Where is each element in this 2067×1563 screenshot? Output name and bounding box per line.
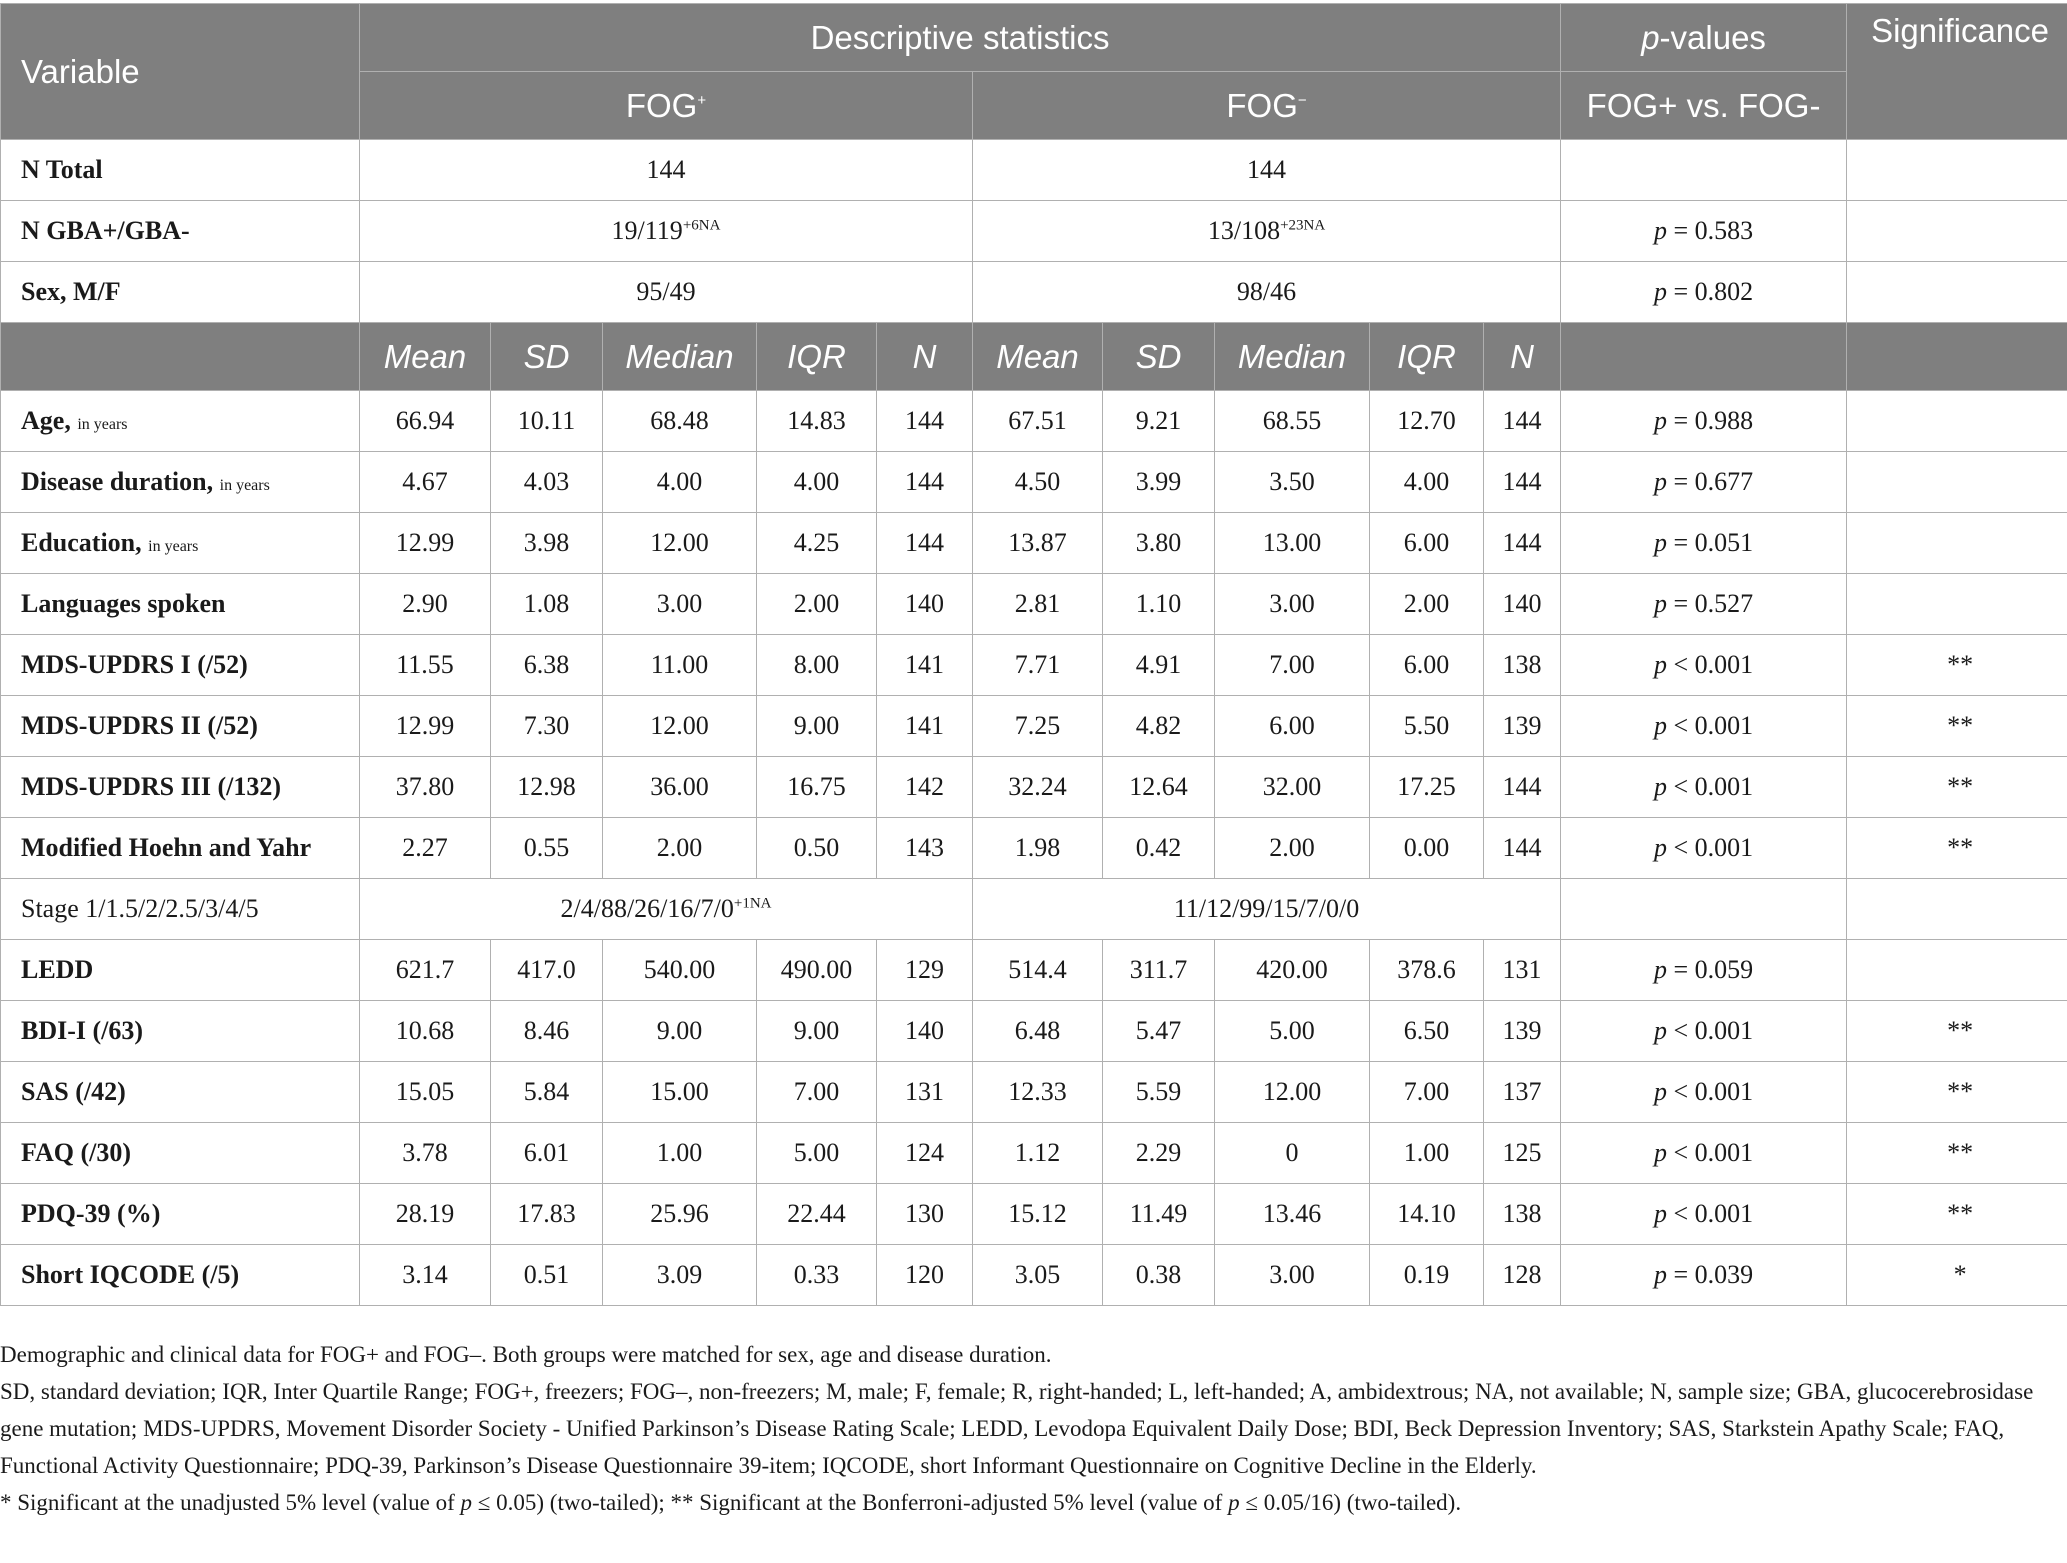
row-label: BDI-I (/63) xyxy=(1,1001,360,1062)
stat-cell: 13.46 xyxy=(1215,1184,1370,1245)
row-label: Age, in years xyxy=(1,391,360,452)
stat-cell: 4.91 xyxy=(1103,635,1215,696)
significance-cell xyxy=(1847,940,2067,1001)
header-fog-pos: FOG+ xyxy=(360,72,973,140)
stat-cell: 125 xyxy=(1484,1123,1561,1184)
stat-cell: 12.99 xyxy=(360,513,491,574)
row-label: N Total xyxy=(1,140,360,201)
stat-cell: 140 xyxy=(877,574,973,635)
row-label: Sex, M/F xyxy=(1,262,360,323)
results-table xyxy=(0,3,2067,1306)
stat-cell: 1.12 xyxy=(973,1123,1103,1184)
stat-cell: 14.10 xyxy=(1370,1184,1484,1245)
table-row xyxy=(1,818,2067,879)
row-label: Stage 1/1.5/2/2.5/3/4/5 xyxy=(1,879,360,940)
stat-cell: 140 xyxy=(1484,574,1561,635)
stat-cell: 4.00 xyxy=(757,452,877,513)
stat-cell: 5.50 xyxy=(1370,696,1484,757)
stat-cell: 36.00 xyxy=(603,757,757,818)
stat-cell: 2.27 xyxy=(360,818,491,879)
stat-cell: 3.00 xyxy=(1215,1245,1370,1306)
stat-cell: 2.00 xyxy=(1370,574,1484,635)
fog-pos-value: 95/49 xyxy=(360,262,973,323)
row-label: LEDD xyxy=(1,940,360,1001)
table-row xyxy=(1,757,2067,818)
stat-cell: 12.70 xyxy=(1370,391,1484,452)
stat-cell: 1.00 xyxy=(603,1123,757,1184)
subheader-cell: N xyxy=(877,323,973,391)
header-pvalues: p-values xyxy=(1561,4,1847,72)
p-value-cell xyxy=(1561,879,1847,940)
stat-cell: 12.00 xyxy=(603,696,757,757)
p-value-cell: p < 0.001 xyxy=(1561,818,1847,879)
stat-cell: 144 xyxy=(1484,757,1561,818)
stat-cell: 141 xyxy=(877,635,973,696)
p-value-cell: p < 0.001 xyxy=(1561,1001,1847,1062)
stat-cell: 12.00 xyxy=(1215,1062,1370,1123)
stat-cell: 144 xyxy=(877,452,973,513)
stat-cell: 3.50 xyxy=(1215,452,1370,513)
subheader-cell: Mean xyxy=(360,323,491,391)
stat-cell: 37.80 xyxy=(360,757,491,818)
stat-cell: 67.51 xyxy=(973,391,1103,452)
table-row xyxy=(1,1245,2067,1306)
stat-cell: 32.00 xyxy=(1215,757,1370,818)
stat-cell: 6.50 xyxy=(1370,1001,1484,1062)
stat-cell: 13.87 xyxy=(973,513,1103,574)
significance-cell xyxy=(1847,513,2067,574)
subheader-cell: Median xyxy=(603,323,757,391)
stat-cell: 138 xyxy=(1484,1184,1561,1245)
stat-cell: 17.83 xyxy=(491,1184,603,1245)
stat-cell: 5.84 xyxy=(491,1062,603,1123)
subheader-empty xyxy=(1561,323,1847,391)
stat-cell: 3.99 xyxy=(1103,452,1215,513)
table-row xyxy=(1,513,2067,574)
significance-cell: ** xyxy=(1847,757,2067,818)
p-value-cell: p < 0.001 xyxy=(1561,635,1847,696)
header-comparison: FOG+ vs. FOG- xyxy=(1561,72,1847,140)
subheader-empty xyxy=(1,323,360,391)
table-notes xyxy=(0,1336,2060,1521)
stat-cell: 3.78 xyxy=(360,1123,491,1184)
row-label: SAS (/42) xyxy=(1,1062,360,1123)
fog-pos-stage: $2/4/88/26/16/7/0^{+1NA}$ xyxy=(360,879,973,940)
stat-cell: 7.71 xyxy=(973,635,1103,696)
subheader-cell: IQR xyxy=(1370,323,1484,391)
p-value-cell: p = 0.527 xyxy=(1561,574,1847,635)
stat-cell: 8.46 xyxy=(491,1001,603,1062)
stat-cell: 120 xyxy=(877,1245,973,1306)
stats-subheader xyxy=(1,323,2067,391)
stat-cell: 66.94 xyxy=(360,391,491,452)
stat-cell: 12.64 xyxy=(1103,757,1215,818)
stat-cell: 7.00 xyxy=(1215,635,1370,696)
stat-cell: 5.00 xyxy=(1215,1001,1370,1062)
p-value-cell: p < 0.001 xyxy=(1561,1123,1847,1184)
stat-cell: 144 xyxy=(1484,513,1561,574)
stat-cell: 9.00 xyxy=(757,1001,877,1062)
significance-cell: ** xyxy=(1847,1123,2067,1184)
stat-cell: 5.59 xyxy=(1103,1062,1215,1123)
stat-cell: 420.00 xyxy=(1215,940,1370,1001)
stat-cell: 12.00 xyxy=(603,513,757,574)
stat-cell: 1.00 xyxy=(1370,1123,1484,1184)
stat-cell: 15.12 xyxy=(973,1184,1103,1245)
stat-cell: 13.00 xyxy=(1215,513,1370,574)
significance-cell: * xyxy=(1847,1245,2067,1306)
stat-cell: 139 xyxy=(1484,696,1561,757)
table-row xyxy=(1,1001,2067,1062)
significance-cell: ** xyxy=(1847,635,2067,696)
stat-cell: 7.00 xyxy=(1370,1062,1484,1123)
stat-cell: 3.05 xyxy=(973,1245,1103,1306)
stat-cell: 142 xyxy=(877,757,973,818)
subheader-cell: Mean xyxy=(973,323,1103,391)
stat-cell: 6.00 xyxy=(1370,635,1484,696)
stat-cell: 3.80 xyxy=(1103,513,1215,574)
table-row xyxy=(1,1062,2067,1123)
stat-cell: 9.21 xyxy=(1103,391,1215,452)
stat-cell: 143 xyxy=(877,818,973,879)
stat-cell: 2.00 xyxy=(1215,818,1370,879)
stat-cell: 2.00 xyxy=(757,574,877,635)
stat-cell: 25.96 xyxy=(603,1184,757,1245)
p-value-cell: p = 0.988 xyxy=(1561,391,1847,452)
stat-cell: 490.00 xyxy=(757,940,877,1001)
stat-cell: 28.19 xyxy=(360,1184,491,1245)
subheader-cell: Median xyxy=(1215,323,1370,391)
stat-cell: 12.98 xyxy=(491,757,603,818)
p-value-cell: p < 0.001 xyxy=(1561,1184,1847,1245)
stat-cell: 141 xyxy=(877,696,973,757)
stat-cell: 0.42 xyxy=(1103,818,1215,879)
stat-cell: 131 xyxy=(877,1062,973,1123)
stat-cell: 0.00 xyxy=(1370,818,1484,879)
stat-cell: 144 xyxy=(1484,818,1561,879)
subheader-cell: SD xyxy=(491,323,603,391)
stat-cell: 12.99 xyxy=(360,696,491,757)
stat-cell: 4.25 xyxy=(757,513,877,574)
stat-cell: 417.0 xyxy=(491,940,603,1001)
p-value-cell: p = 0.059 xyxy=(1561,940,1847,1001)
stat-cell: 2.00 xyxy=(603,818,757,879)
table-row xyxy=(1,940,2067,1001)
row-label: Education, in years xyxy=(1,513,360,574)
stat-cell: 10.68 xyxy=(360,1001,491,1062)
stat-cell: 311.7 xyxy=(1103,940,1215,1001)
header-fog-neg: FOG− xyxy=(973,72,1561,140)
stat-cell: 3.09 xyxy=(603,1245,757,1306)
row-label: MDS-UPDRS I (/52) xyxy=(1,635,360,696)
stat-cell: 14.83 xyxy=(757,391,877,452)
stat-cell: 514.4 xyxy=(973,940,1103,1001)
stat-cell: 2.81 xyxy=(973,574,1103,635)
note-line-2: SD, standard deviation; IQR, Inter Quartile Range; FOG+, freezers; FOG–, non-freezers; M, male; F, female; R, right-handed; L, left-handed; A, ambidextrous; NA, not available; N, sample size; GBA, glucocerebrosidase gene mutation; MDS-UPDRS, Movement Disorder Society - Unified Parkinson’s Disease Rating Scale; LEDD, Levodopa Equivalent Daily Dose; BDI, Beck Depression Inventory; SAS, Starkstein Apathy Scale; FAQ, Functional Activity Questionnaire; PDQ-39, Parkinson’s Disease Questionnaire 39-item; IQCODE, short Informant Questionnaire on Cognitive Decline in the Elderly. xyxy=(0,1379,2034,1478)
stat-cell: 32.24 xyxy=(973,757,1103,818)
stat-cell: 144 xyxy=(1484,452,1561,513)
stat-cell: 4.00 xyxy=(1370,452,1484,513)
p-value-cell: p = 0.051 xyxy=(1561,513,1847,574)
subheader-cell: IQR xyxy=(757,323,877,391)
significance-cell: ** xyxy=(1847,818,2067,879)
table-row xyxy=(1,391,2067,452)
stat-cell: 10.11 xyxy=(491,391,603,452)
row-label: FAQ (/30) xyxy=(1,1123,360,1184)
fog-neg-stage: 11/12/99/15/7/0/0 xyxy=(973,879,1561,940)
significance-cell xyxy=(1847,262,2067,323)
stat-cell: 0.51 xyxy=(491,1245,603,1306)
stat-cell: 6.48 xyxy=(973,1001,1103,1062)
p-value-cell xyxy=(1561,140,1847,201)
p-value-cell: p < 0.001 xyxy=(1561,757,1847,818)
stat-cell: 7.25 xyxy=(973,696,1103,757)
stat-cell: 68.55 xyxy=(1215,391,1370,452)
significance-cell xyxy=(1847,201,2067,262)
header-descriptive: Descriptive statistics xyxy=(360,4,1561,72)
stat-cell: 137 xyxy=(1484,1062,1561,1123)
stat-cell: 138 xyxy=(1484,635,1561,696)
fog-neg-value: 98/46 xyxy=(973,262,1561,323)
stat-cell: 0 xyxy=(1215,1123,1370,1184)
significance-cell xyxy=(1847,140,2067,201)
p-value-cell: p < 0.001 xyxy=(1561,696,1847,757)
stat-cell: 3.98 xyxy=(491,513,603,574)
table-row xyxy=(1,140,2067,201)
stat-cell: 9.00 xyxy=(757,696,877,757)
table-row xyxy=(1,635,2067,696)
row-label: Short IQCODE (/5) xyxy=(1,1245,360,1306)
row-label: MDS-UPDRS II (/52) xyxy=(1,696,360,757)
fog-neg-value: $13/108^{+23NA}$ xyxy=(973,201,1561,262)
stat-cell: 17.25 xyxy=(1370,757,1484,818)
stat-cell: 3.00 xyxy=(1215,574,1370,635)
fog-pos-value: $19/119^{+6NA}$ xyxy=(360,201,973,262)
stat-cell: 7.00 xyxy=(757,1062,877,1123)
significance-cell xyxy=(1847,452,2067,513)
subheader-empty xyxy=(1847,323,2067,391)
stat-cell: 68.48 xyxy=(603,391,757,452)
stat-cell: 2.29 xyxy=(1103,1123,1215,1184)
stat-cell: 621.7 xyxy=(360,940,491,1001)
stat-cell: 6.01 xyxy=(491,1123,603,1184)
stat-cell: 144 xyxy=(1484,391,1561,452)
stat-cell: 11.00 xyxy=(603,635,757,696)
stat-cell: 378.6 xyxy=(1370,940,1484,1001)
p-value-cell: p = 0.802 xyxy=(1561,262,1847,323)
subheader-cell: N xyxy=(1484,323,1561,391)
row-label: N GBA+/GBA- xyxy=(1,201,360,262)
table-row xyxy=(1,452,2067,513)
header-significance: Significance xyxy=(1847,4,2067,140)
table-row xyxy=(1,574,2067,635)
stat-cell: 4.00 xyxy=(603,452,757,513)
p-value-cell: p = 0.583 xyxy=(1561,201,1847,262)
stat-cell: 9.00 xyxy=(603,1001,757,1062)
fog-pos-value: 144 xyxy=(360,140,973,201)
stat-cell: 15.05 xyxy=(360,1062,491,1123)
p-value-cell: p = 0.677 xyxy=(1561,452,1847,513)
significance-cell xyxy=(1847,391,2067,452)
stage-row xyxy=(1,879,2067,940)
significance-cell: ** xyxy=(1847,1184,2067,1245)
stat-cell: 0.33 xyxy=(757,1245,877,1306)
stat-cell: 2.90 xyxy=(360,574,491,635)
stat-cell: 139 xyxy=(1484,1001,1561,1062)
stat-cell: 11.49 xyxy=(1103,1184,1215,1245)
stat-cell: 1.98 xyxy=(973,818,1103,879)
stat-cell: 130 xyxy=(877,1184,973,1245)
significance-cell: ** xyxy=(1847,1001,2067,1062)
stat-cell: 540.00 xyxy=(603,940,757,1001)
stat-cell: 15.00 xyxy=(603,1062,757,1123)
note-line-1: Demographic and clinical data for FOG+ and FOG–. Both groups were matched for sex, age and disease duration. xyxy=(0,1342,1052,1367)
note-line-3: * Significant at the unadjusted 5% level (value of p ≤ 0.05) (two-tailed); ** Significant at the Bonferroni-adjusted 5% level (value of p ≤ 0.05/16) (two-tailed). xyxy=(0,1490,1462,1515)
stat-cell: 7.30 xyxy=(491,696,603,757)
stat-cell: 11.55 xyxy=(360,635,491,696)
stat-cell: 144 xyxy=(877,513,973,574)
table-row xyxy=(1,696,2067,757)
table-row xyxy=(1,262,2067,323)
significance-cell xyxy=(1847,879,2067,940)
stat-cell: 4.67 xyxy=(360,452,491,513)
stat-cell: 5.47 xyxy=(1103,1001,1215,1062)
stat-cell: 8.00 xyxy=(757,635,877,696)
stat-cell: 128 xyxy=(1484,1245,1561,1306)
significance-cell: ** xyxy=(1847,696,2067,757)
stat-cell: 22.44 xyxy=(757,1184,877,1245)
stat-cell: 140 xyxy=(877,1001,973,1062)
stat-cell: 4.03 xyxy=(491,452,603,513)
row-label: MDS-UPDRS III (/132) xyxy=(1,757,360,818)
stat-cell: 144 xyxy=(877,391,973,452)
stat-cell: 124 xyxy=(877,1123,973,1184)
stat-cell: 1.10 xyxy=(1103,574,1215,635)
stat-cell: 4.82 xyxy=(1103,696,1215,757)
stat-cell: 6.38 xyxy=(491,635,603,696)
p-value-cell: p < 0.001 xyxy=(1561,1062,1847,1123)
row-label: Languages spoken xyxy=(1,574,360,635)
significance-cell xyxy=(1847,574,2067,635)
stat-cell: 3.14 xyxy=(360,1245,491,1306)
stat-cell: 6.00 xyxy=(1370,513,1484,574)
stat-cell: 129 xyxy=(877,940,973,1001)
stat-cell: 5.00 xyxy=(757,1123,877,1184)
stat-cell: 0.50 xyxy=(757,818,877,879)
stat-cell: 6.00 xyxy=(1215,696,1370,757)
stat-cell: 1.08 xyxy=(491,574,603,635)
fog-neg-value: 144 xyxy=(973,140,1561,201)
header-row-1 xyxy=(1,4,2067,72)
stat-cell: 0.19 xyxy=(1370,1245,1484,1306)
table-row xyxy=(1,201,2067,262)
significance-cell: ** xyxy=(1847,1062,2067,1123)
stat-cell: 3.00 xyxy=(603,574,757,635)
stat-cell: 0.55 xyxy=(491,818,603,879)
p-value-cell: p = 0.039 xyxy=(1561,1245,1847,1306)
row-label: Disease duration, in years xyxy=(1,452,360,513)
stat-cell: 16.75 xyxy=(757,757,877,818)
row-label: PDQ-39 (%) xyxy=(1,1184,360,1245)
stat-cell: 12.33 xyxy=(973,1062,1103,1123)
stat-cell: 0.38 xyxy=(1103,1245,1215,1306)
row-label: Modified Hoehn and Yahr xyxy=(1,818,360,879)
header-variable: Variable xyxy=(1,4,360,140)
subheader-cell: SD xyxy=(1103,323,1215,391)
table-row xyxy=(1,1123,2067,1184)
table-row xyxy=(1,1184,2067,1245)
stat-cell: 131 xyxy=(1484,940,1561,1001)
stat-cell: 4.50 xyxy=(973,452,1103,513)
